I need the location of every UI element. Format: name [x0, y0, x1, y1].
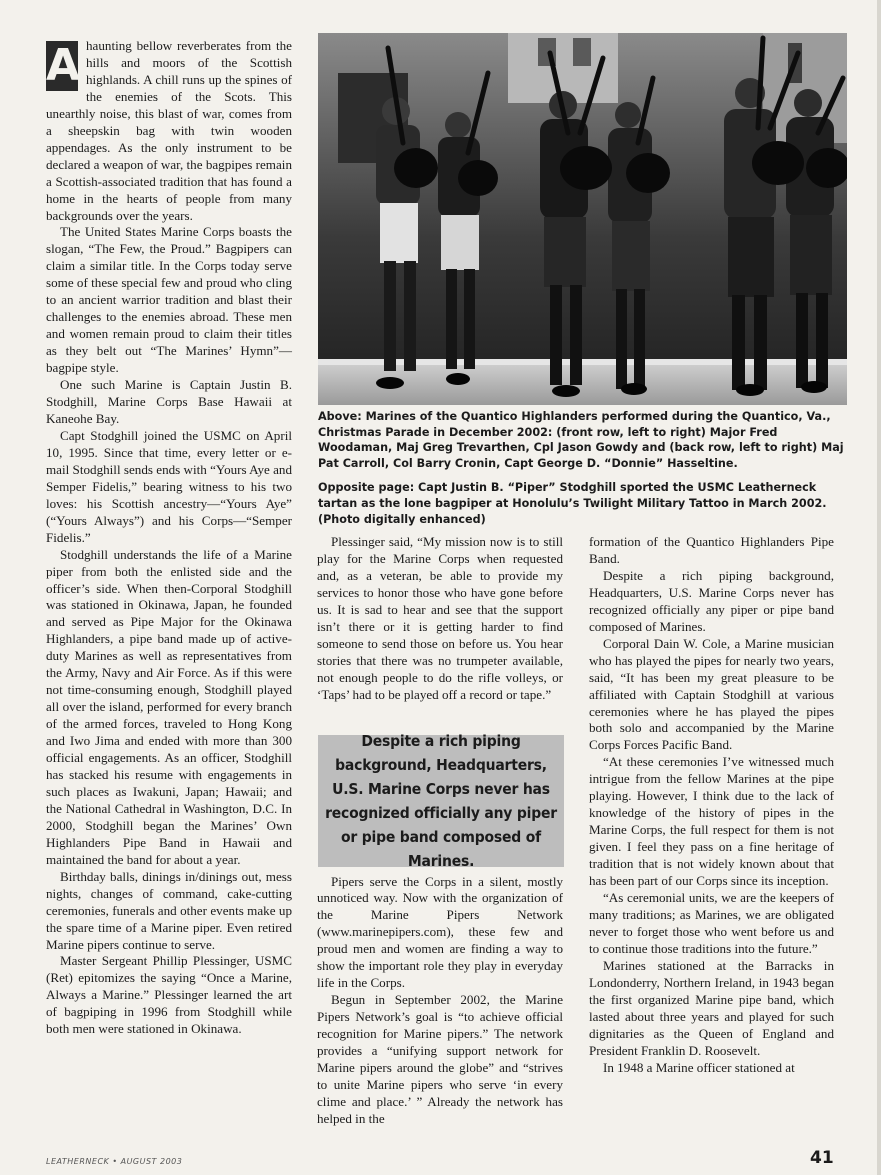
article-paragraph: [46, 224, 292, 377]
paragraph-text: Begun in September 2002, the Marine Pipers Network’s goal is “to achieve official recognition for Marine pipers.” The network provides a “unifying support network for Marine pipers around the globe” and “strives to unite Marine pipers who serve ‘in every clime and place.’ ” Already the network has helped in the: [317, 992, 563, 1126]
page-edge: [877, 0, 881, 1175]
paragraph-text: Despite a rich piping background, Headquarters, U.S. Marine Corps never has recognized officially any piper or pipe band composed of Marines.: [589, 567, 834, 634]
photo-captions: [318, 409, 850, 536]
article-paragraph: [317, 874, 563, 993]
article-paragraph: [46, 547, 292, 869]
drop-cap: A: [46, 40, 81, 91]
paragraph-text: One such Marine is Captain Justin B. Stodghill, Marine Corps Base Hawaii at Kaneohe Bay.: [46, 377, 292, 426]
paragraph-text: formation of the Quantico Highlanders Pipe Band.: [589, 534, 834, 566]
paragraph-text: Pipers serve the Corps in a silent, mostly unnoticed way. Now with the organization of the Marine Pipers Network (www.marinepipers.com), these few and proud men and women are finding a way to show the important role they play in everyday life in the Corps.: [317, 873, 563, 991]
article-paragraph: [46, 953, 292, 1038]
paragraph-text: Master Sergeant Phillip Plessinger, USMC (Ret) epitomizes the saying “Once a Marine, Always a Marine.” Plessinger learned the art of bagpiping in 1996 from Stodghill while both men were stationed in Okinawa.: [46, 953, 292, 1037]
article-paragraph: [46, 869, 292, 954]
article-paragraph: [589, 568, 834, 636]
article-column-1: [46, 38, 292, 1038]
paragraph-text: The United States Marine Corps boasts the slogan, “The Few, the Proud.” Bagpipers can claim a similar title. In the Corps today serve some of these special few and proud who cling to an ancient warrior tradition and blast their challenges to the enemies abroad. These men and women remain proud to claim their titles as they belt out “The Marines’ Hymn”— bagpipe style.: [46, 224, 292, 376]
article-paragraph: [46, 38, 292, 224]
pull-quote: [318, 732, 564, 870]
article-paragraph: [589, 534, 834, 568]
article-paragraph: [589, 1060, 834, 1077]
paragraph-text: Plessinger said, “My mission now is to still play for the Marine Corps when requested and, as a veteran, be able to provide my services to honor those who have gone before us. It is sad to hear and see that the support isn’t there or it is getting harder to find someone to send those on before us. You hear stories that there was no trumpeter available, not enough people to do the rifle volleys, or ‘Taps’ had to be played off a record or tape.”: [317, 534, 563, 702]
paragraph-text: In 1948 a Marine officer stationed at: [603, 1059, 795, 1075]
paragraph-text: Birthday balls, dinings in/dinings out, mess nights, changes of command, cake-cutting ceremonies, funerals and other events make up the spare time of a Marine piper. Even retired Marine pipers continue to serve.: [46, 868, 292, 952]
article-paragraph: [317, 534, 563, 704]
article-paragraph: [46, 377, 292, 428]
article-paragraph: [46, 428, 292, 547]
paragraph-text: Corporal Dain W. Cole, a Marine musician who has played the pipes for nearly two years, said, “It has been my great pleasure to be affiliated with Captain Stodghill at various ceremonies where he has played the pipes both solo and accompanied by the Marine Corps Forces Pacific Band.: [589, 635, 834, 753]
paragraph-text: Marines stationed at the Barracks in Londonderry, Northern Ireland, in 1943 began the first organized Marine pipe band, which lasted about three years and played for such dignitaries as the Queen of England and President Franklin D. Roosevelt.: [589, 957, 834, 1058]
paragraph-text: “At these ceremonies I’ve witnessed much intrigue from the fellow Marines at the pipe playing. However, I think due to the lack of knowledge of the history of pipes in the Marine Corps, the full respect for them is not given. I feel they pass on a fine heritage of tradition that is not widely known about that has been part of our Corps since its inception.: [589, 754, 834, 889]
pull-quote-text: Despite a rich piping background, Headquarters, U.S. Marine Corps never has recognized officially any piper or pipe band composed of Marines.: [325, 732, 557, 870]
page-number: 41: [810, 1148, 834, 1168]
publication-footer: LEATHERNECK • AUGUST 2003: [46, 1157, 183, 1166]
article-paragraph: [589, 958, 834, 1060]
paragraph-text: “As ceremonial units, we are the keepers of many traditions; as Marines, we are obligated never to forget those who went before us and to continue those traditions into the future.”: [589, 890, 834, 956]
paragraph-text: Stodghill understands the life of a Marine piper from both the enlisted side and the officer’s side. When then-Corporal Stodghill was stationed in Okinawa, Japan, he founded and served as Pipe Major for the Okinawa Highlanders, a pipe band made up of active-duty Marines as well as representatives from the Army, Navy and Air Force. As if this were not time-consuming enough, Stodghill played all over the island, performed for every branch of the armed forces, traveled to Hong Kong and Iwo Jima and ended with more than 300 official engagements. As an officer, Stodghill has stacked his resume with engagements in such places as Iwakuni, Japan; Hawaii; and the National Cathedral in Washington, D.C. In 2000, Stodghill began the Marines’ Own Highlanders Pipe Band in Hawaii and maintained the band for about a year.: [46, 546, 292, 867]
article-paragraph: [589, 636, 834, 755]
paragraph-text: Capt Stodghill joined the USMC on April 10, 1995. Since that time, every letter or e-mail Stodghill sends ends with “Yours Aye and Semper Fidelis,” bearing witness to his two loves: his Scottish ancestry—“Yours Aye” (“Yours Always”) and his Corps—“Semper Fidelis.”: [46, 427, 292, 545]
paragraph-text: haunting bellow reverberates from the hills and moors of the Scottish highlands. A chill runs up the spines of the enemies of the Scots. This unearthly noise, this blast of war, comes from a sheepskin bag with twin wooden appendages. As the only instrument to be declared a weapon of war, the bagpipes remain a Scottish-associated tradition that has found a home in the hearts of people from many backgrounds over the years.: [46, 38, 292, 223]
parade-photo: [318, 33, 847, 405]
article-paragraph: [589, 890, 834, 958]
article-paragraph: [589, 754, 834, 890]
caption-above: Above: Marines of the Quantico Highlanders performed during the Quantico, Va., Christmas Parade in December 2002: (front row, left to right) Major Fred Woodaman, Maj Greg Trevarthen, Cpl Jason Gowdy and (back row, left to right) Maj Pat Carroll, Col Barry Cronin, Capt George D. “Donnie” Hasseltine.: [318, 410, 844, 470]
article-column-3: [589, 534, 834, 1077]
article-paragraph: [317, 992, 563, 1128]
caption-opposite: Opposite page: Capt Justin B. “Piper” Stodghill sported the USMC Leatherneck tartan as the lone bagpiper at Honolulu’s Twilight Military Tattoo in March 2002. (Photo digitally enhanced): [318, 481, 827, 526]
